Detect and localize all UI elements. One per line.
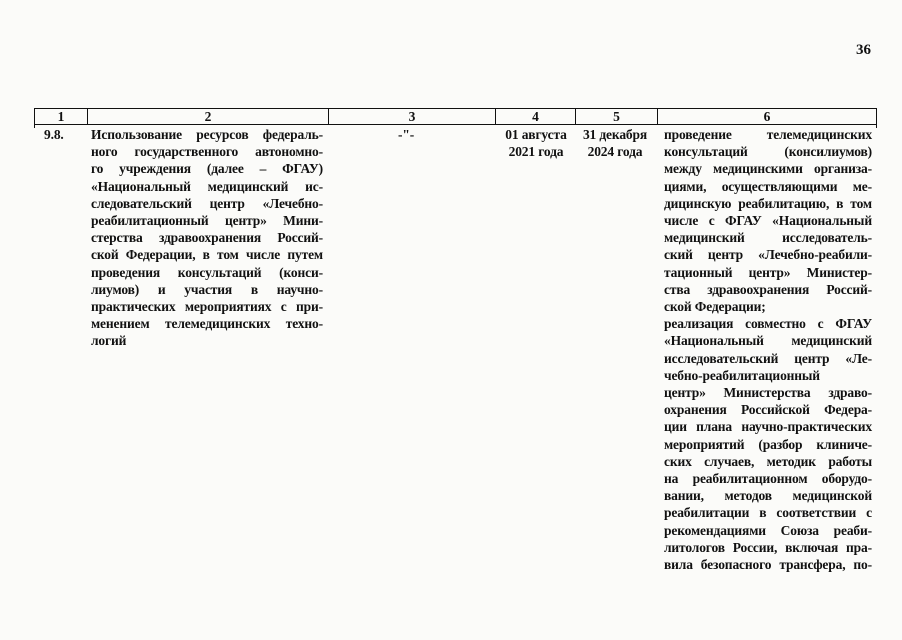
result-word: том [850, 195, 872, 211]
result-word: медицинской [792, 488, 872, 504]
result-word: пра- [846, 539, 872, 555]
result-word: Российской [740, 402, 810, 418]
result-word: Россий- [826, 281, 872, 297]
description-line [91, 246, 323, 263]
description-word: «Национальный [91, 178, 191, 194]
start-date-line: 2021 года [508, 144, 564, 160]
description-word: центр» [224, 213, 267, 229]
description-word: менением [91, 316, 150, 332]
column-header-2: 2 [87, 109, 328, 124]
description-word: реабилитационный [91, 213, 209, 229]
result-word: совместно [745, 316, 806, 332]
result-word: дицинскую [664, 195, 732, 211]
result-word: вании, [664, 488, 704, 504]
description-word: Федерации, [125, 247, 196, 263]
result-word: центр» [664, 385, 706, 401]
result-word: рекомендациями [664, 522, 766, 538]
result-word: ский [664, 247, 693, 263]
result-line [664, 522, 872, 539]
result-word: реабилитационном [692, 471, 808, 487]
result-word: медицинский [664, 230, 745, 246]
result-word: здраво- [828, 385, 872, 401]
result-line [664, 212, 872, 229]
result-word: с [817, 316, 824, 332]
result-line [664, 504, 872, 521]
result-line [664, 401, 872, 418]
result-word: ме- [852, 178, 872, 194]
result-word: ФГАУ [725, 213, 762, 229]
result-line [664, 315, 872, 332]
result-line [664, 195, 872, 212]
result-word: числе [664, 213, 699, 229]
row-number: 9.8. [44, 127, 64, 142]
description-line [91, 126, 323, 143]
description-word: ного [91, 144, 118, 160]
result-word: (консилиумов) [784, 144, 872, 160]
description-word: ресурсов [196, 127, 249, 142]
column-header-5: 5 [575, 109, 657, 124]
result-line [664, 487, 872, 504]
description-word: и [157, 281, 166, 297]
result-word: проведение [664, 127, 732, 142]
result-word: ства [664, 281, 691, 297]
result-word: включая [785, 539, 839, 555]
description-word: ФГАУ) [282, 161, 323, 177]
result-word: реабилитации [664, 505, 750, 521]
result-word: методик [766, 453, 816, 469]
result-line [664, 384, 872, 401]
result-word: телемедицинских [766, 127, 872, 142]
end-date-line: 31 декабря [582, 127, 648, 142]
result-word: работы [828, 453, 872, 469]
description-word: ской [91, 247, 119, 263]
result-word: осуществляющими [721, 178, 838, 194]
result-word: ских [664, 453, 692, 469]
result-word: «Национальный [664, 333, 764, 349]
result-line [664, 350, 872, 367]
result-word: методов [724, 488, 772, 504]
description-word: здравоохранения [158, 230, 261, 246]
description-word: следовательский [91, 195, 192, 211]
result-word: исследователь- [782, 230, 872, 246]
description-word: – [259, 161, 267, 177]
result-word: Министер- [806, 264, 872, 280]
result-word: организа- [813, 161, 872, 177]
result-line: чебно-реабилитационный [664, 367, 820, 383]
description-word: лиумов) [91, 281, 140, 297]
result-word: соответствии [776, 505, 857, 521]
description-word: участия [184, 281, 233, 297]
result-line [664, 143, 872, 160]
result-line [664, 436, 872, 453]
result-word: центр [707, 247, 743, 263]
description-word: медицинский [207, 178, 289, 194]
result-line [664, 453, 872, 470]
description-word: с [280, 299, 287, 315]
result-word: по- [853, 557, 872, 573]
description-cell [91, 126, 323, 350]
table-border-right [876, 125, 877, 128]
result-word: реаби- [833, 522, 872, 538]
description-word: (далее [206, 161, 244, 177]
result-word: ции [664, 419, 687, 435]
description-line: логий [91, 333, 127, 349]
description-word: автономно- [255, 144, 323, 160]
description-line [91, 178, 323, 195]
result-line [664, 470, 872, 487]
table-border-left [34, 125, 35, 128]
result-word: научно-практических [741, 419, 872, 435]
description-word: стерства [91, 230, 143, 246]
result-word: центр» [748, 264, 791, 280]
description-word: государственного [134, 144, 239, 160]
description-line [91, 160, 323, 177]
description-word: том [217, 247, 239, 263]
description-word: го [91, 161, 104, 177]
description-word: при- [296, 299, 323, 315]
result-word: тационный [664, 264, 733, 280]
result-word: на [664, 471, 679, 487]
result-line [664, 539, 872, 556]
result-line [664, 332, 872, 349]
description-word: федераль- [262, 127, 323, 142]
result-word: Министерства [723, 385, 811, 401]
description-word: научно- [276, 281, 323, 297]
result-word: циями, [664, 178, 707, 194]
result-line [664, 281, 872, 298]
result-word: реабилитацию, [738, 195, 830, 211]
result-word: клиниче- [816, 436, 872, 452]
end-date-line: 2024 года [587, 144, 643, 160]
end-date-cell [577, 126, 653, 160]
result-word: центр [794, 350, 830, 366]
description-word: Мини- [283, 213, 323, 229]
result-word: трансфера, [779, 557, 846, 573]
result-line [664, 160, 872, 177]
description-line [91, 264, 323, 281]
result-line [664, 246, 872, 263]
description-word: путем [287, 247, 323, 263]
description-word: в [202, 247, 210, 263]
table-header-row [34, 108, 877, 125]
start-date-line: 01 августа [505, 127, 567, 142]
result-word: в [836, 195, 844, 211]
description-word: Использование [91, 127, 182, 142]
description-word: техно- [285, 316, 323, 332]
description-word: (конси- [279, 264, 323, 280]
column-header-3: 3 [328, 109, 495, 124]
description-word: телемедицинских [165, 316, 271, 332]
result-word: здравоохранения [707, 281, 810, 297]
result-word: Союза [780, 522, 819, 538]
result-line [664, 556, 872, 573]
result-word: «Лечебно-реабили- [758, 247, 872, 263]
description-word: в [250, 281, 258, 297]
result-line [664, 178, 872, 195]
description-line [91, 195, 323, 212]
result-line [664, 126, 872, 143]
result-word: реализация [664, 316, 734, 332]
page-number: 36 [856, 42, 871, 58]
result-word: оборудо- [821, 471, 872, 487]
result-line [664, 229, 872, 246]
result-word: медицинский [791, 333, 872, 349]
description-word: проведения [91, 264, 160, 280]
description-word: центр [209, 195, 245, 211]
description-line [91, 315, 323, 332]
result-word: исследовательский [664, 350, 779, 366]
description-line [91, 229, 323, 246]
result-line [664, 264, 872, 281]
result-word: случаев, [704, 453, 755, 469]
result-word: мероприятий [664, 436, 745, 452]
description-line [91, 212, 323, 229]
result-line [664, 418, 872, 435]
description-word: консультаций [177, 264, 262, 280]
description-line [91, 281, 323, 298]
start-date-cell [498, 126, 574, 160]
description-line [91, 298, 323, 315]
result-word: с [708, 213, 715, 229]
result-word: России, [732, 539, 778, 555]
result-word: между [664, 161, 702, 177]
result-word: с [866, 505, 872, 521]
result-line: ской Федерации; [664, 299, 766, 315]
description-line [91, 143, 323, 160]
result-word: «Национальный [772, 213, 872, 229]
column-header-6: 6 [657, 109, 876, 124]
result-word: Федера- [824, 402, 872, 418]
column-header-4: 4 [495, 109, 575, 124]
description-word: Россий- [277, 230, 323, 246]
description-word: мероприятиях [184, 299, 272, 315]
executor-cell: -"- [398, 127, 415, 142]
result-word: литологов [664, 539, 725, 555]
result-word: вила [664, 557, 693, 573]
result-word: безопасного [700, 557, 772, 573]
description-word: ис- [305, 178, 323, 194]
description-word: учреждения [119, 161, 191, 177]
result-word: медицинскими [713, 161, 803, 177]
description-word: числе [245, 247, 281, 263]
result-word: охранения [664, 402, 727, 418]
result-word: плана [696, 419, 733, 435]
column-header-1: 1 [57, 109, 65, 124]
description-word: «Лечебно- [262, 195, 323, 211]
result-word: «Ле- [845, 350, 872, 366]
result-word: консультаций [664, 144, 748, 160]
result-word: (разбор [758, 436, 803, 452]
result-word: в [759, 505, 767, 521]
result-cell [664, 126, 872, 573]
description-word: практических [91, 299, 176, 315]
result-word: ФГАУ [835, 316, 872, 332]
